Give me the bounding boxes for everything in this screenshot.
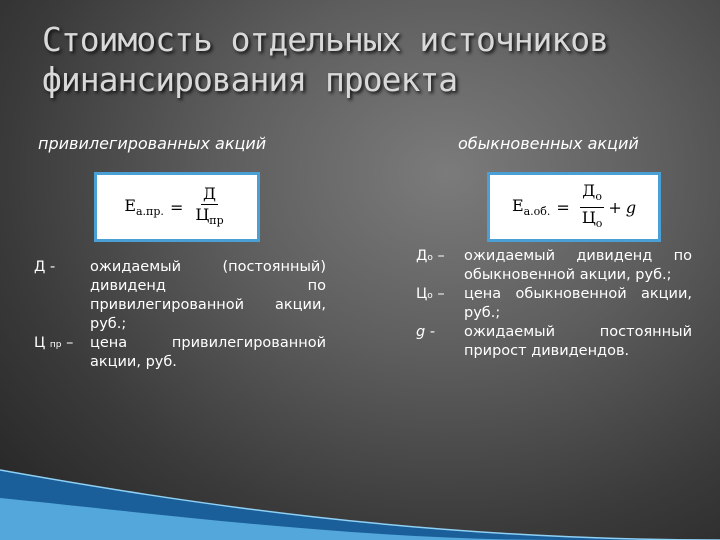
slide-title: Стоимость отдельных источников финансирования проекта xyxy=(42,20,609,99)
definition-item: g - ожидаемый постоянный прирост дивидендов. xyxy=(416,324,692,359)
formula-g: g xyxy=(625,197,637,217)
formula-common xyxy=(487,172,661,242)
formula-equals: = xyxy=(556,197,570,217)
decorative-wave xyxy=(0,440,720,540)
definitions-common xyxy=(416,247,692,361)
formula-plus: + xyxy=(608,197,622,217)
heading-common-shares: обыкновенных акций xyxy=(458,134,639,153)
formula-fraction: $\frac{Д_о}{Ц_о}$ xyxy=(581,180,603,230)
definition-item: Цо – цена обыкновенной акции, руб.; xyxy=(416,286,692,321)
definitions-preferred xyxy=(34,258,326,372)
definition-item: Ц пр – цена привилегированной акции, руб. xyxy=(34,335,326,370)
formula-lhs: $E_{а.об.}$ xyxy=(511,196,551,218)
formula-equals: = xyxy=(169,197,184,217)
definition-item: Д - ожидаемый (постоянный) дивиденд по привилегированной акции, руб.; xyxy=(34,259,326,332)
formula-preferred xyxy=(94,172,260,242)
formula-fraction: $\frac{Д}{Ц_{пр}}$ xyxy=(195,183,224,227)
formula-lhs: $E_{а.пр.}$ xyxy=(124,196,164,218)
definition-item: До – ожидаемый дивиденд по обыкновенной акции, руб.; xyxy=(416,248,692,283)
heading-preferred-shares: привилегированных акций xyxy=(38,134,267,153)
